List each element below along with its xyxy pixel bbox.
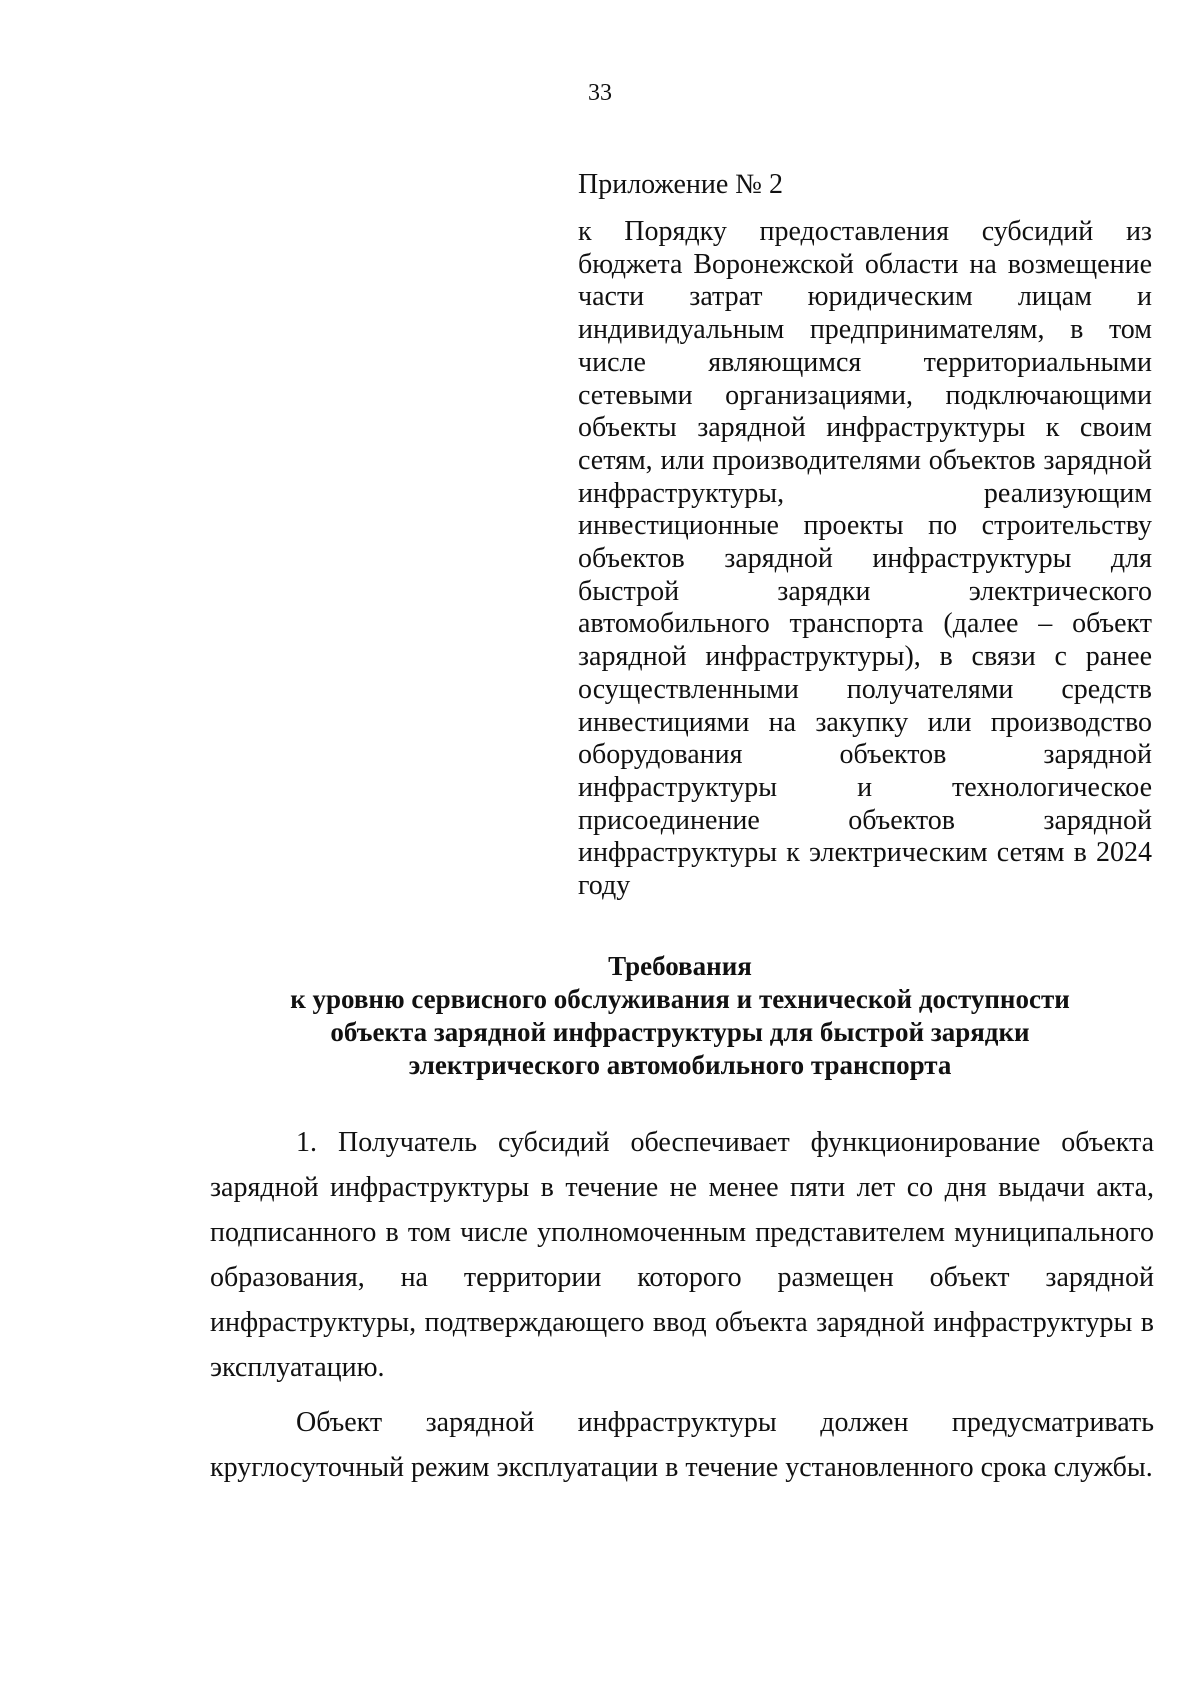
- document-heading: [150, 950, 1200, 1082]
- heading-line-2: к уровню сервисного обслуживания и технической доступности: [290, 984, 1070, 1014]
- heading-line-1: Требования: [608, 951, 752, 981]
- heading-line-4: электрического автомобильного транспорта: [408, 1050, 952, 1080]
- paragraph-1: 1. Получатель субсидий обеспечивает функционирование объекта зарядной инфраструктуры в течение не менее пяти лет со дня выдачи акта, подписанного в том числе уполномоченным представителем муниципального образования, на территории которого размещен объект зарядной инфраструктуры, подтверждающего ввод объекта зарядной инфраструктуры в эксплуатацию.: [210, 1127, 1154, 1383]
- appendix-text: к Порядку предоставления субсидий из бюджета Воронежской области на возмещение части затрат юридическим лицам и индивидуальным предпринимателям, в том числе являющимся территориальными сетевыми организациями, подключающими объекты зарядной инфраструктуры к своим сетям, или производителями объектов зарядной инфраструктуры, реализующим инвестиционные проекты по строительству объектов зарядной инфраструктуры для быстрой зарядки электрического автомобильного транспорта (далее – объект зарядной инфраструктуры), в связи с ранее осуществленными получателями средств инвестициями на закупку или производство оборудования объектов зарядной инфраструктуры и технологическое присоединение объектов зарядной инфраструктуры к электрическим сетям в 2024 году: [578, 216, 1152, 902]
- heading-line-3: объекта зарядной инфраструктуры для быстрой зарядки: [330, 1017, 1030, 1047]
- paragraph-2: Объект зарядной инфраструктуры должен предусматривать круглосуточный режим эксплуатации в течение установленного срока службы.: [210, 1407, 1154, 1483]
- body-text: [210, 1120, 1154, 1500]
- page-number: 33: [588, 80, 612, 106]
- appendix-title: Приложение № 2: [578, 169, 783, 200]
